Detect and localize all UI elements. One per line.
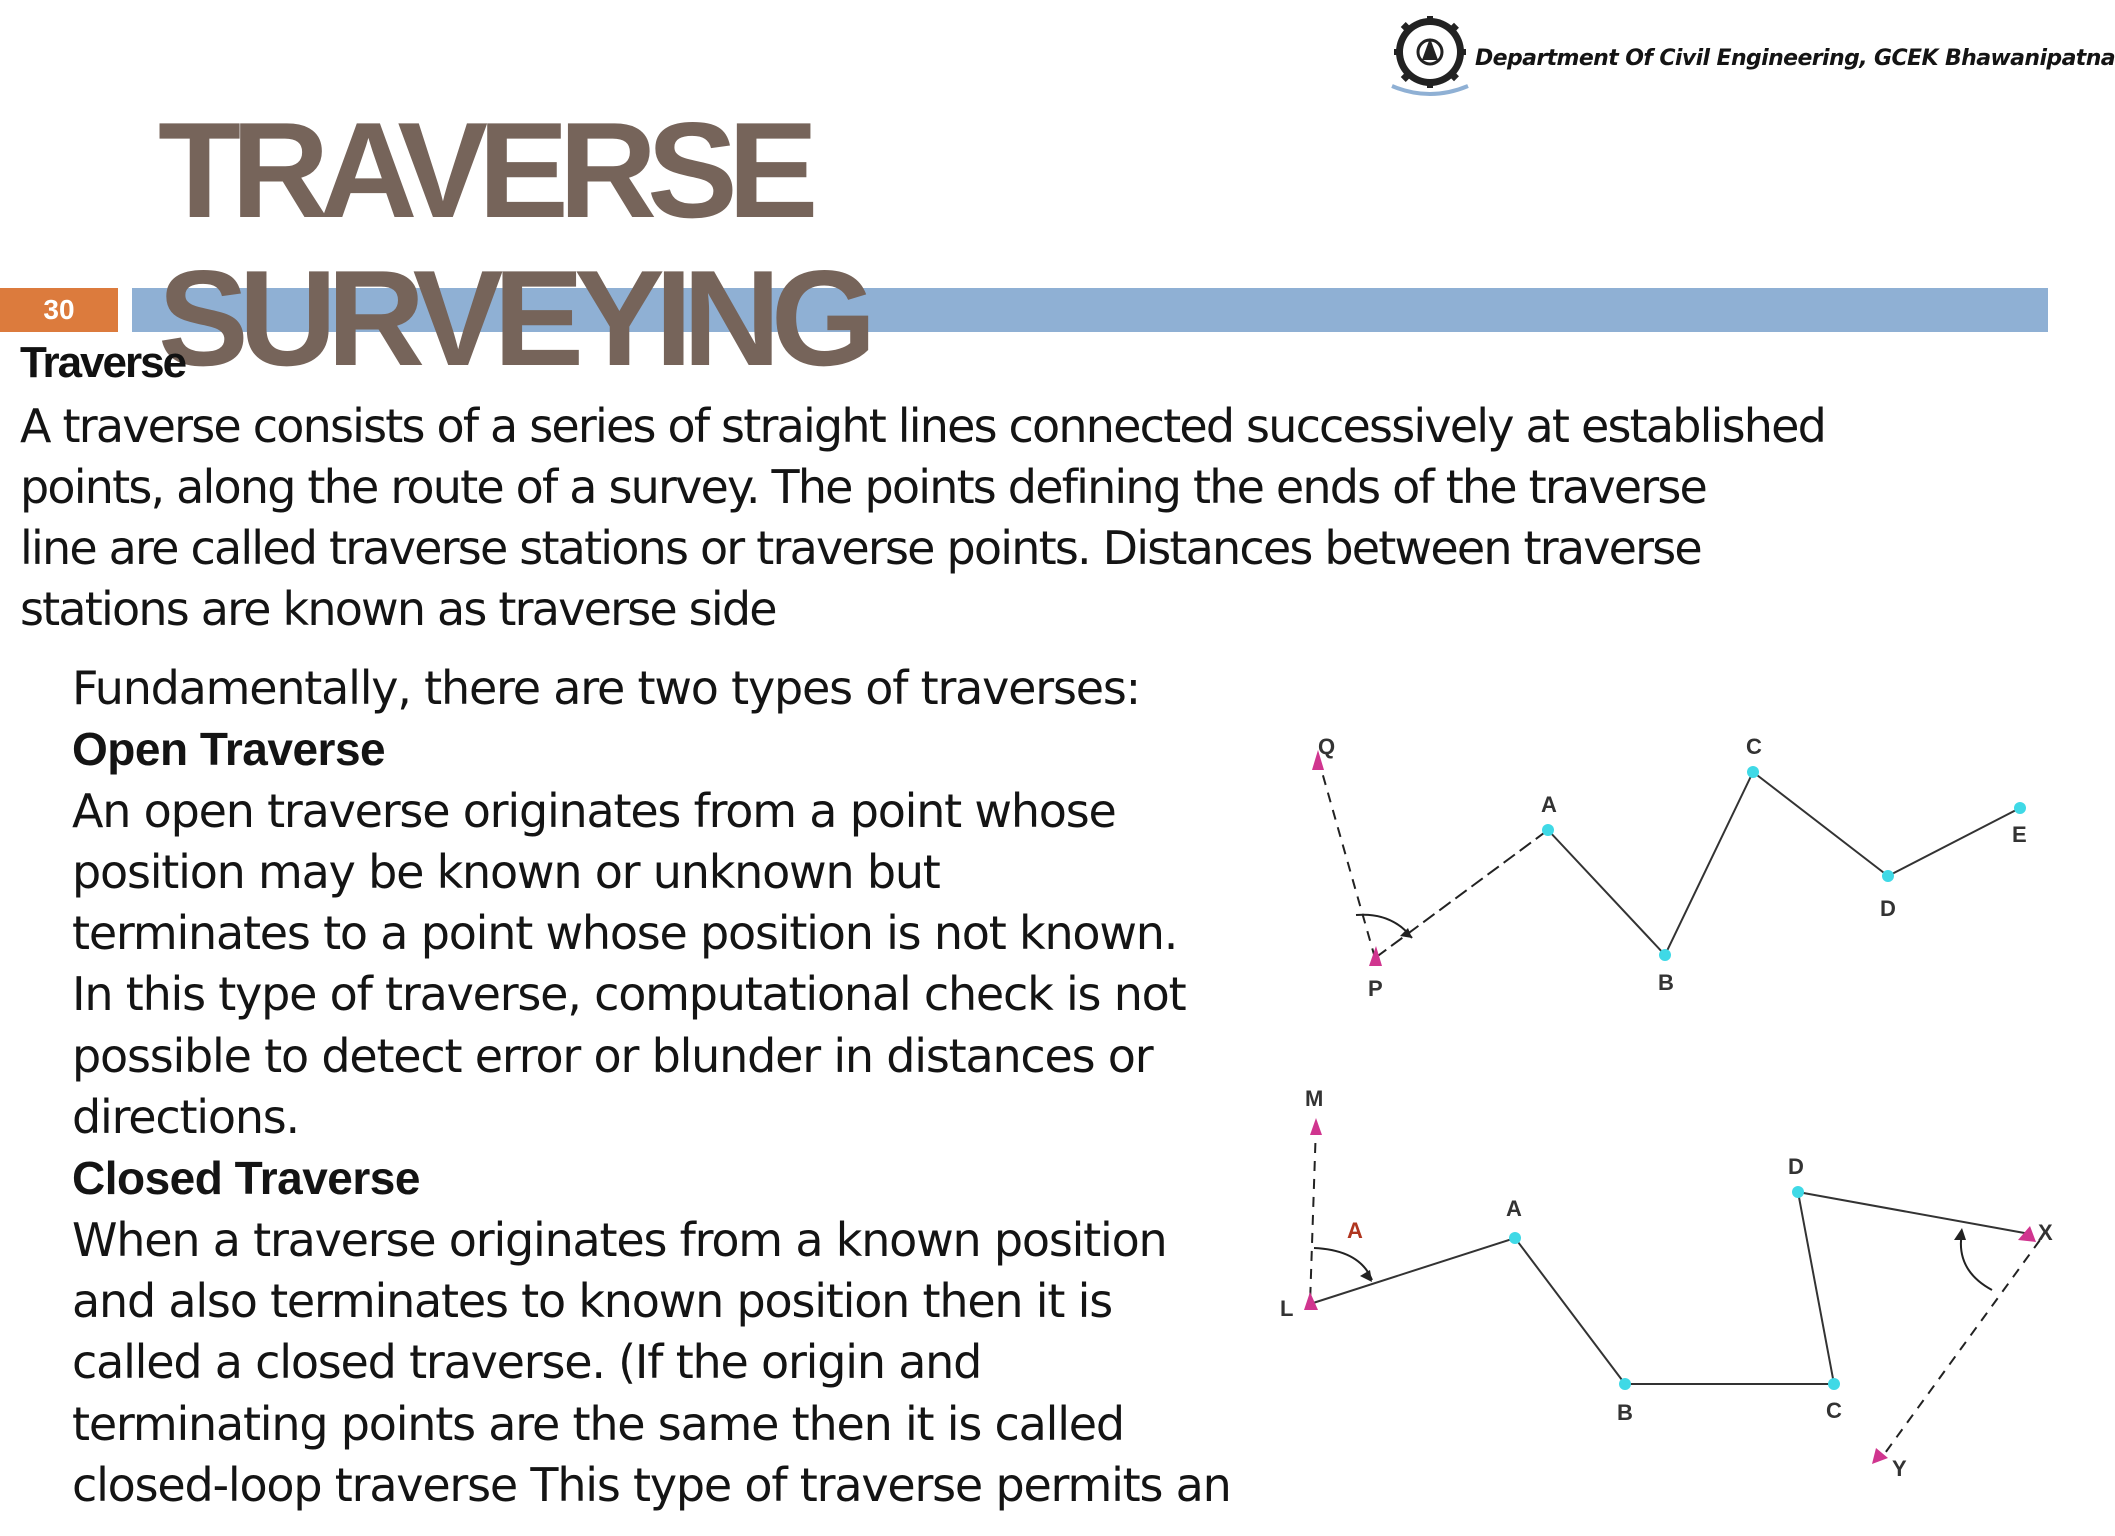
closed-traverse-line: called a closed traverse. (If the origin and bbox=[72, 1335, 982, 1390]
slide-title-line-1: TRAVERSE bbox=[158, 94, 809, 246]
traverse-heading: Traverse bbox=[20, 338, 186, 387]
open-traverse-line: terminates to a point whose position is not known. bbox=[72, 906, 1178, 961]
label-c: C bbox=[1746, 734, 1762, 759]
closed-traverse-heading: Closed Traverse bbox=[72, 1152, 420, 1205]
label-b: B bbox=[1658, 970, 1674, 995]
label-b: B bbox=[1617, 1400, 1633, 1425]
slide-title bbox=[158, 96, 867, 392]
label-d: D bbox=[1788, 1154, 1804, 1179]
types-intro: Fundamentally, there are two types of traverses: bbox=[72, 661, 1140, 715]
definition-line: A traverse consists of a series of straight lines connected successively at established bbox=[20, 399, 1826, 453]
open-traverse-heading: Open Traverse bbox=[72, 723, 386, 776]
open-traverse-line: In this type of traverse, computational check is not bbox=[72, 967, 1186, 1022]
label-d: D bbox=[1880, 896, 1896, 921]
label-l: L bbox=[1280, 1296, 1294, 1321]
label-e: E bbox=[2012, 822, 2027, 847]
label-p: P bbox=[1368, 976, 1383, 1001]
closed-traverse-diagram bbox=[1270, 1080, 2053, 1500]
traverse-definition bbox=[20, 396, 1920, 640]
definition-line: stations are known as traverse side bbox=[20, 582, 776, 636]
label-a: A bbox=[1506, 1196, 1522, 1221]
college-emblem-icon bbox=[1382, 12, 1478, 96]
open-traverse-line: possible to detect error or blunder in distances or bbox=[72, 1028, 1153, 1083]
label-x: X bbox=[2038, 1220, 2053, 1245]
slide-title-line-2: SURVEYING bbox=[158, 242, 867, 394]
label-q: Q bbox=[1318, 734, 1336, 759]
open-traverse-line: An open traverse originates from a point whose bbox=[72, 783, 1116, 838]
department-name: Department Of Civil Engineering, GCEK Bhawanipatna bbox=[1475, 46, 2115, 71]
label-m: M bbox=[1305, 1086, 1324, 1111]
open-traverse-line: position may be known or unknown but bbox=[72, 844, 940, 899]
label-y: Y bbox=[1892, 1456, 1907, 1481]
open-traverse-diagram bbox=[1290, 720, 2048, 1010]
closed-traverse-line: and also terminates to known position then it is bbox=[72, 1273, 1112, 1328]
label-angle-a: A bbox=[1347, 1218, 1363, 1243]
label-a: A bbox=[1541, 792, 1557, 817]
page-number: 30 bbox=[0, 288, 118, 332]
open-traverse-line: directions. bbox=[72, 1090, 299, 1145]
closed-traverse-line: terminating points are the same then it is called bbox=[72, 1396, 1124, 1451]
closed-traverse-line: closed-loop traverse This type of traverse permits an bbox=[72, 1457, 1231, 1512]
definition-line: line are called traverse stations or traverse points. Distances between traverse bbox=[20, 521, 1701, 575]
definition-line: points, along the route of a survey. The points defining the ends of the traverse bbox=[20, 460, 1707, 514]
traverse-types bbox=[72, 658, 1252, 1516]
label-c: C bbox=[1826, 1398, 1842, 1423]
closed-traverse-line: When a traverse originates from a known position bbox=[72, 1212, 1167, 1267]
